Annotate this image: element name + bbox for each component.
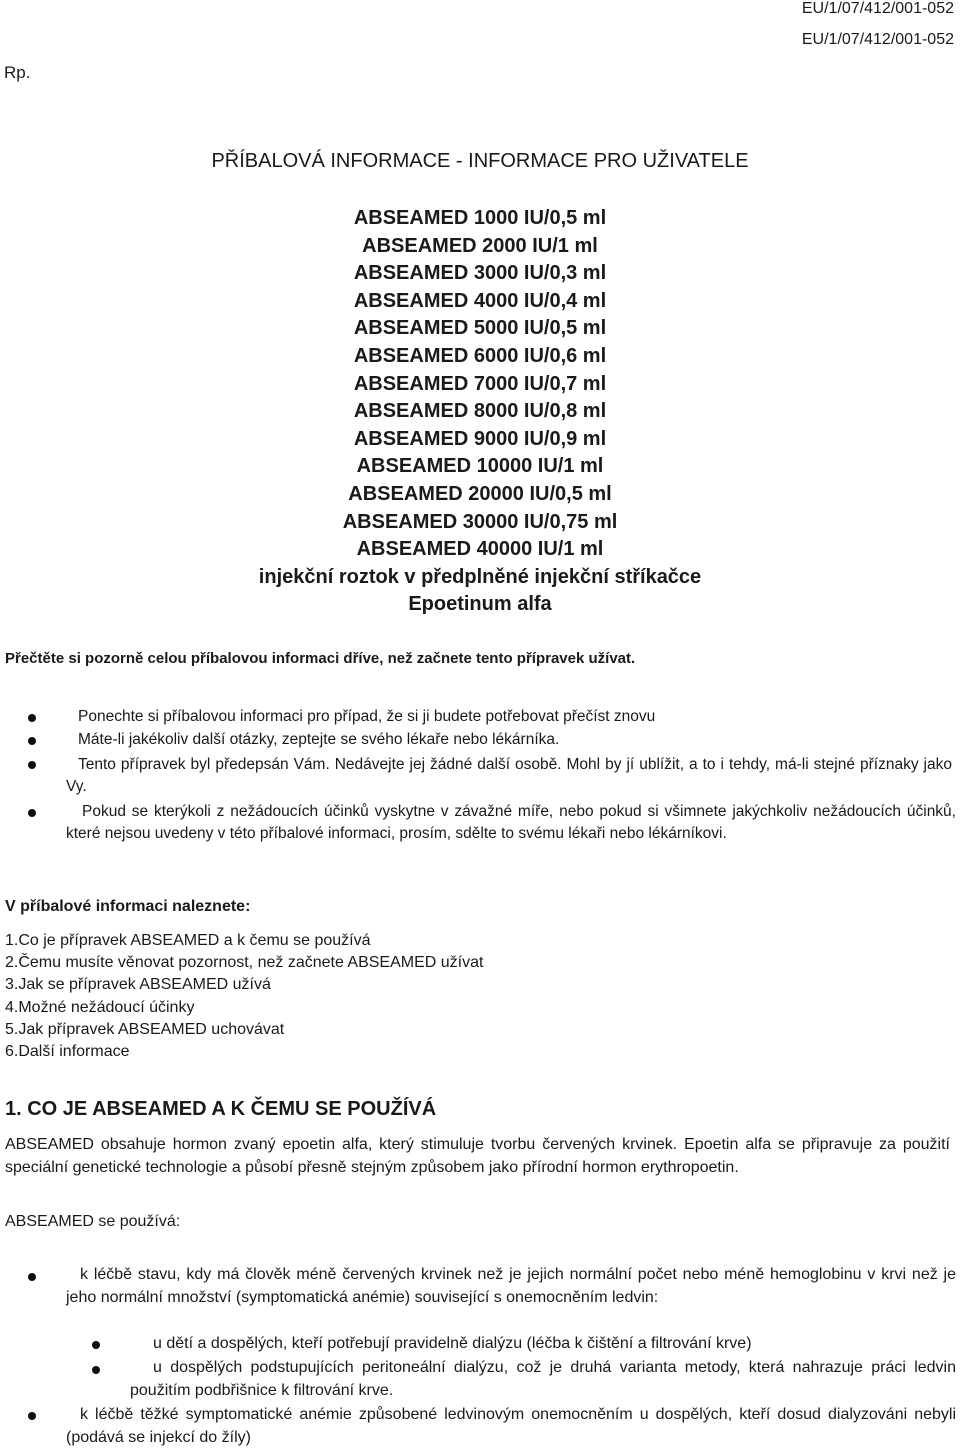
prescription-label: Rp. bbox=[4, 63, 31, 82]
contents-item: 2.Čemu musíte věnovat pozornost, než začnete ABSEAMED užívat bbox=[5, 954, 484, 972]
bullet-icon bbox=[28, 737, 36, 745]
product-list bbox=[0, 205, 960, 619]
bullet-item: Pokud se kterýkoli z nežádoucích účinků vyskytne v závažné míře, nebo pokud si všimnete jakýchkoliv nežádoucích účinků, které nejsou uvedeny v této příbalové informaci, prosím, sdělte to svému lékaři nebo lékárníkovi. bbox=[66, 803, 956, 842]
product-name: ABSEAMED 40000 IU/1 ml bbox=[356, 538, 604, 561]
dosage-form: injekční roztok v předplněné injekční stříkačce bbox=[258, 565, 702, 588]
product-name: ABSEAMED 2000 IU/1 ml bbox=[362, 234, 598, 257]
product-name: ABSEAMED 30000 IU/0,75 ml bbox=[342, 510, 618, 533]
product-name: ABSEAMED 10000 IU/1 ml bbox=[356, 455, 604, 478]
bullet-item: Tento přípravek byl předepsán Vám. Nedávejte jej žádné další osobě. Mohl by jí ublížit, a to i tehdy, má-li stejné příznaky jako Vy. bbox=[66, 756, 952, 795]
section-1-intro: ABSEAMED obsahuje hormon zvaný epoetin alfa, který stimuluje tvorbu červených krvinek. Epoetin alfa se připravuje za použití speciální genetické technologie a působí přesně stejným způsobem jako přírodní hormon erythropoetin. bbox=[5, 1136, 950, 1176]
product-name: ABSEAMED 3000 IU/0,3 ml bbox=[353, 262, 607, 285]
use-item: k léčbě stavu, kdy má člověk méně červených krvinek než je jejich normální počet nebo méně hemoglobinu v krvi než je jeho normální množství (symptomatická anémie) související s onemocněním ledvin: bbox=[66, 1266, 956, 1306]
product-name: ABSEAMED 20000 IU/0,5 ml bbox=[348, 482, 612, 505]
use-item: k léčbě těžké symptomatické anémie způsobené ledvinovým onemocněním u dospělých, kteří dosud dialyzováni nebyli (podává se injekcí do žíly) bbox=[66, 1406, 956, 1446]
contents-item: 1.Co je přípravek ABSEAMED a k čemu se používá bbox=[5, 932, 371, 949]
contents-heading: V příbalové informaci naleznete: bbox=[5, 898, 251, 915]
bullet-icon bbox=[92, 1341, 100, 1349]
active-substance: Epoetinum alfa bbox=[408, 593, 552, 616]
bullet-icon bbox=[28, 1412, 36, 1420]
contents-item: 6.Další informace bbox=[5, 1043, 130, 1061]
registration-number-repeat: EU/1/07/412/001-052 bbox=[801, 31, 954, 48]
bullet-icon bbox=[28, 809, 36, 817]
product-name: ABSEAMED 8000 IU/0,8 ml bbox=[353, 400, 607, 423]
document-title: PŘÍBALOVÁ INFORMACE - INFORMACE PRO UŽIVATELE bbox=[211, 150, 749, 172]
registration-number: EU/1/07/412/001-052 bbox=[801, 0, 954, 17]
bullet-icon bbox=[28, 714, 36, 722]
section-1-title: 1. CO JE ABSEAMED A K ČEMU SE POUŽÍVÁ bbox=[5, 1098, 437, 1120]
bullet-icon bbox=[28, 1273, 36, 1281]
contents-list bbox=[5, 930, 483, 1063]
read-warning: Přečtěte si pozorně celou příbalovou informaci dříve, než začnete tento přípravek užívat. bbox=[5, 650, 636, 667]
product-name: ABSEAMED 4000 IU/0,4 ml bbox=[353, 289, 607, 312]
product-name: ABSEAMED 9000 IU/0,9 ml bbox=[353, 427, 607, 450]
bullet-icon bbox=[28, 761, 36, 769]
product-name: ABSEAMED 7000 IU/0,7 ml bbox=[353, 372, 607, 395]
contents-item: 4.Možné nežádoucí účinky bbox=[5, 998, 195, 1016]
use-subitem: u dospělých podstupujících peritoneální dialýzu, což je druhá varianta metody, která nahrazuje práci ledvin použitím podbřišnice k filtrování krve. bbox=[130, 1359, 956, 1399]
contents-item: 3.Jak se přípravek ABSEAMED užívá bbox=[5, 976, 271, 994]
bullet-item: Ponechte si příbalovou informaci pro případ, že si ji budete potřebovat přečíst znovu bbox=[78, 708, 656, 725]
contents-item: 5.Jak přípravek ABSEAMED uchovávat bbox=[5, 1020, 285, 1038]
bullet-icon bbox=[92, 1366, 100, 1374]
product-name: ABSEAMED 5000 IU/0,5 ml bbox=[353, 317, 607, 340]
used-for-heading: ABSEAMED se používá: bbox=[5, 1213, 181, 1230]
bullet-item: Máte-li jakékoliv další otázky, zeptejte se svého lékaře nebo lékárníka. bbox=[78, 731, 560, 748]
product-name: ABSEAMED 6000 IU/0,6 ml bbox=[353, 344, 607, 367]
use-subitem: u dětí a dospělých, kteří potřebují pravidelně dialýzu (léčba k čištění a filtrování krve) bbox=[153, 1335, 752, 1352]
product-name: ABSEAMED 1000 IU/0,5 ml bbox=[353, 207, 607, 229]
